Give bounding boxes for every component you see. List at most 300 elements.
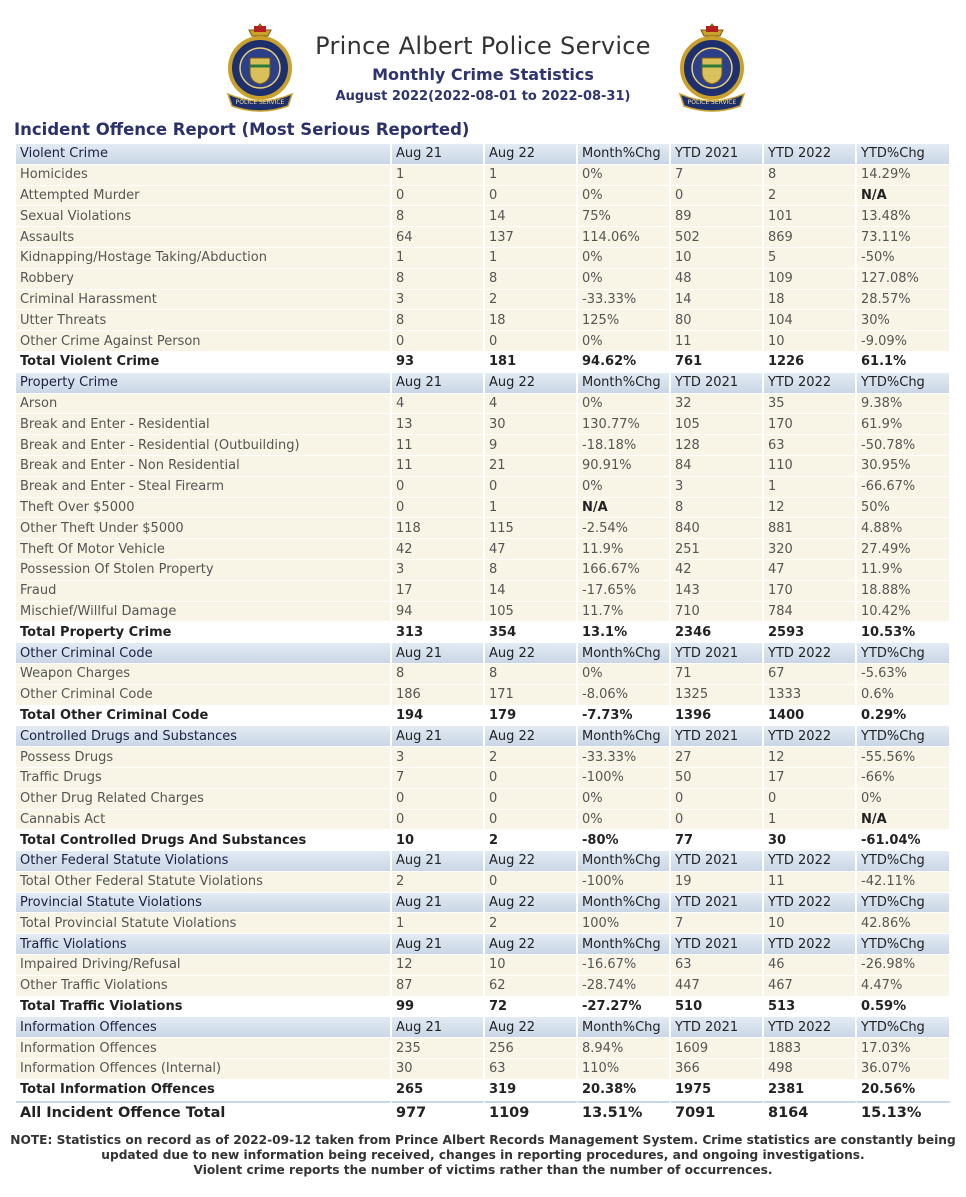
row-value: 8 xyxy=(392,269,485,290)
grand-total-value: 8164 xyxy=(764,1101,857,1125)
table-row xyxy=(16,747,951,768)
row-value: 114.06% xyxy=(578,227,671,248)
row-value: 30 xyxy=(392,1059,485,1080)
row-value: -5.63% xyxy=(857,664,951,685)
row-value: 1609 xyxy=(671,1038,764,1059)
row-value: 8 xyxy=(485,560,578,581)
row-value: 50 xyxy=(671,768,764,789)
row-value: 10 xyxy=(764,913,857,934)
total-row xyxy=(16,706,951,727)
row-value: 30 xyxy=(485,414,578,435)
row-value: 28.57% xyxy=(857,290,951,311)
row-value: 42.86% xyxy=(857,913,951,934)
offence-table xyxy=(16,144,951,1125)
row-label: Theft Of Motor Vehicle xyxy=(16,539,392,560)
row-label: Other Theft Under $5000 xyxy=(16,518,392,539)
grand-total-value: 7091 xyxy=(671,1101,764,1125)
column-header: Aug 21 xyxy=(392,1017,485,1038)
row-value: 18 xyxy=(485,310,578,331)
total-value: 77 xyxy=(671,830,764,851)
table-row xyxy=(16,414,951,435)
row-value: 0% xyxy=(578,331,671,352)
row-value: 35 xyxy=(764,394,857,415)
row-value: 61.9% xyxy=(857,414,951,435)
row-value: 105 xyxy=(671,414,764,435)
total-value: 319 xyxy=(485,1080,578,1101)
column-header: Month%Chg xyxy=(578,144,671,165)
table-row xyxy=(16,955,951,976)
row-value: 0% xyxy=(578,248,671,269)
row-value: 18 xyxy=(764,290,857,311)
total-value: -27.27% xyxy=(578,997,671,1018)
row-value: 50% xyxy=(857,498,951,519)
grand-total-value: 1109 xyxy=(485,1101,578,1125)
row-value: 1 xyxy=(485,165,578,186)
table-row xyxy=(16,331,951,352)
row-value: 14.29% xyxy=(857,165,951,186)
section-title: Provincial Statute Violations xyxy=(16,893,392,914)
table-row xyxy=(16,165,951,186)
column-header: YTD%Chg xyxy=(857,851,951,872)
total-value: 10 xyxy=(392,830,485,851)
column-header: Aug 22 xyxy=(485,726,578,747)
row-value: 109 xyxy=(764,269,857,290)
row-value: 171 xyxy=(485,685,578,706)
row-value: 90.91% xyxy=(578,456,671,477)
column-header: YTD 2021 xyxy=(671,726,764,747)
row-label: Other Traffic Violations xyxy=(16,976,392,997)
row-value: 89 xyxy=(671,206,764,227)
row-value: -33.33% xyxy=(578,747,671,768)
row-value: 12 xyxy=(764,747,857,768)
table-row xyxy=(16,290,951,311)
column-header: Month%Chg xyxy=(578,643,671,664)
row-value: 1 xyxy=(764,810,857,831)
row-value: 3 xyxy=(671,477,764,498)
section-title: Controlled Drugs and Substances xyxy=(16,726,392,747)
row-value: 4.88% xyxy=(857,518,951,539)
row-value: 11 xyxy=(392,435,485,456)
table-row xyxy=(16,560,951,581)
row-value: -66% xyxy=(857,768,951,789)
row-label: Total Provincial Statute Violations xyxy=(16,913,392,934)
column-header: Aug 22 xyxy=(485,893,578,914)
table-row xyxy=(16,269,951,290)
grand-total-row xyxy=(16,1101,951,1125)
table-row xyxy=(16,913,951,934)
row-label: Possess Drugs xyxy=(16,747,392,768)
column-header: Aug 22 xyxy=(485,144,578,165)
row-label: Attempted Murder xyxy=(16,186,392,207)
row-value: 101 xyxy=(764,206,857,227)
row-value: 118 xyxy=(392,518,485,539)
column-header: Aug 21 xyxy=(392,643,485,664)
row-value: 0 xyxy=(485,768,578,789)
row-value: 128 xyxy=(671,435,764,456)
row-value: 235 xyxy=(392,1038,485,1059)
row-value: -50% xyxy=(857,248,951,269)
row-value: 0% xyxy=(578,165,671,186)
grand-total-value: 13.51% xyxy=(578,1101,671,1125)
row-value: -9.09% xyxy=(857,331,951,352)
column-header: Aug 22 xyxy=(485,373,578,394)
badge-text: POLICE SERVICE xyxy=(235,99,285,106)
column-header: Aug 22 xyxy=(485,851,578,872)
row-label: Break and Enter - Non Residential xyxy=(16,456,392,477)
row-value: 36.07% xyxy=(857,1059,951,1080)
row-value: 75% xyxy=(578,206,671,227)
row-value: 21 xyxy=(485,456,578,477)
total-value: 354 xyxy=(485,622,578,643)
row-value: 30% xyxy=(857,310,951,331)
row-value: 1883 xyxy=(764,1038,857,1059)
row-value: 0 xyxy=(392,331,485,352)
total-value: -7.73% xyxy=(578,706,671,727)
row-value: 14 xyxy=(671,290,764,311)
column-header: YTD 2022 xyxy=(764,934,857,955)
row-label: Weapon Charges xyxy=(16,664,392,685)
row-value: -17.65% xyxy=(578,581,671,602)
row-value: 881 xyxy=(764,518,857,539)
row-value: 2 xyxy=(764,186,857,207)
row-value: 1 xyxy=(392,165,485,186)
row-value: 11.9% xyxy=(857,560,951,581)
total-value: 265 xyxy=(392,1080,485,1101)
table-row xyxy=(16,976,951,997)
offence-table-container xyxy=(16,144,951,1125)
column-header: YTD 2021 xyxy=(671,851,764,872)
row-value: 320 xyxy=(764,539,857,560)
column-header: Aug 22 xyxy=(485,643,578,664)
row-value: 170 xyxy=(764,581,857,602)
row-value: -66.67% xyxy=(857,477,951,498)
row-value: 1 xyxy=(392,913,485,934)
total-value: 1396 xyxy=(671,706,764,727)
row-value: 0.6% xyxy=(857,685,951,706)
column-header: Month%Chg xyxy=(578,851,671,872)
row-value: 12 xyxy=(392,955,485,976)
offence-table-body xyxy=(16,144,951,1125)
table-row xyxy=(16,768,951,789)
total-value: 0.29% xyxy=(857,706,951,727)
row-label: Homicides xyxy=(16,165,392,186)
total-value: 1226 xyxy=(764,352,857,373)
column-header: Aug 22 xyxy=(485,1017,578,1038)
footnote xyxy=(0,1133,966,1178)
total-value: 179 xyxy=(485,706,578,727)
row-value: 0% xyxy=(578,789,671,810)
row-value: -28.74% xyxy=(578,976,671,997)
section-title: Property Crime xyxy=(16,373,392,394)
row-value: 143 xyxy=(671,581,764,602)
total-value: 10.53% xyxy=(857,622,951,643)
row-value: 80 xyxy=(671,310,764,331)
row-value: 63 xyxy=(671,955,764,976)
row-label: Criminal Harassment xyxy=(16,290,392,311)
row-value: 67 xyxy=(764,664,857,685)
row-label: Information Offences (Internal) xyxy=(16,1059,392,1080)
total-value: 2593 xyxy=(764,622,857,643)
row-value: 784 xyxy=(764,602,857,623)
row-value: 0% xyxy=(578,810,671,831)
row-value: 11.9% xyxy=(578,539,671,560)
row-value: 63 xyxy=(485,1059,578,1080)
table-row xyxy=(16,518,951,539)
row-value: 0 xyxy=(392,810,485,831)
row-value: 366 xyxy=(671,1059,764,1080)
row-value: 17 xyxy=(764,768,857,789)
police-badge-logo xyxy=(676,22,748,114)
row-value: 8 xyxy=(485,269,578,290)
column-header: Aug 21 xyxy=(392,893,485,914)
row-value: 3 xyxy=(392,290,485,311)
report-title: Incident Offence Report (Most Serious Reported) xyxy=(14,120,470,139)
row-value: 0% xyxy=(578,269,671,290)
total-value: 93 xyxy=(392,352,485,373)
row-value: 7 xyxy=(392,768,485,789)
section-header-row xyxy=(16,851,951,872)
row-value: 1 xyxy=(392,248,485,269)
total-value: -80% xyxy=(578,830,671,851)
total-value: 30 xyxy=(764,830,857,851)
row-value: 94 xyxy=(392,602,485,623)
section-header-row xyxy=(16,726,951,747)
total-label: Total Violent Crime xyxy=(16,352,392,373)
row-value: 32 xyxy=(671,394,764,415)
row-value: 10 xyxy=(764,331,857,352)
row-value: 1333 xyxy=(764,685,857,706)
total-value: 1400 xyxy=(764,706,857,727)
table-row xyxy=(16,685,951,706)
page-title: Prince Albert Police Service xyxy=(315,32,651,60)
row-value: 110 xyxy=(764,456,857,477)
row-value: 8 xyxy=(671,498,764,519)
row-value: 10 xyxy=(671,248,764,269)
row-value: 4.47% xyxy=(857,976,951,997)
row-value: 11.7% xyxy=(578,602,671,623)
row-value: 87 xyxy=(392,976,485,997)
table-row xyxy=(16,789,951,810)
row-value: 5 xyxy=(764,248,857,269)
row-value: 3 xyxy=(392,560,485,581)
row-value: -16.67% xyxy=(578,955,671,976)
row-value: -55.56% xyxy=(857,747,951,768)
column-header: YTD%Chg xyxy=(857,893,951,914)
column-header: Month%Chg xyxy=(578,893,671,914)
section-header-row xyxy=(16,144,951,165)
total-value: 194 xyxy=(392,706,485,727)
row-value: 13 xyxy=(392,414,485,435)
table-row xyxy=(16,456,951,477)
section-header-row xyxy=(16,934,951,955)
column-header: YTD 2021 xyxy=(671,144,764,165)
row-value: 840 xyxy=(671,518,764,539)
total-value: 72 xyxy=(485,997,578,1018)
column-header: Month%Chg xyxy=(578,373,671,394)
row-value: 19 xyxy=(671,872,764,893)
row-value: 498 xyxy=(764,1059,857,1080)
row-value: -8.06% xyxy=(578,685,671,706)
column-header: YTD 2022 xyxy=(764,144,857,165)
row-value: 2 xyxy=(485,913,578,934)
row-value: 62 xyxy=(485,976,578,997)
column-header: YTD 2021 xyxy=(671,1017,764,1038)
row-value: 447 xyxy=(671,976,764,997)
table-row xyxy=(16,477,951,498)
column-header: YTD%Chg xyxy=(857,726,951,747)
row-value: 8 xyxy=(392,206,485,227)
total-value: -61.04% xyxy=(857,830,951,851)
table-row xyxy=(16,206,951,227)
table-row xyxy=(16,872,951,893)
table-row xyxy=(16,539,951,560)
row-value: 8.94% xyxy=(578,1038,671,1059)
total-value: 510 xyxy=(671,997,764,1018)
row-value: 8 xyxy=(485,664,578,685)
row-value: 137 xyxy=(485,227,578,248)
total-value: 313 xyxy=(392,622,485,643)
row-value: -26.98% xyxy=(857,955,951,976)
total-value: 13.1% xyxy=(578,622,671,643)
footnote-line: NOTE: Statistics on record as of 2022-09-12 taken from Prince Albert Records Management System. Crime statistics are constantly being xyxy=(10,1133,956,1147)
column-header: YTD%Chg xyxy=(857,643,951,664)
row-label: Total Other Federal Statute Violations xyxy=(16,872,392,893)
row-value: 1 xyxy=(485,248,578,269)
section-title: Other Federal Statute Violations xyxy=(16,851,392,872)
row-label: Robbery xyxy=(16,269,392,290)
row-value: 110% xyxy=(578,1059,671,1080)
row-value: 0 xyxy=(392,789,485,810)
grand-total-value: 15.13% xyxy=(857,1101,951,1125)
row-label: Cannabis Act xyxy=(16,810,392,831)
row-value: 42 xyxy=(671,560,764,581)
section-header-row xyxy=(16,1017,951,1038)
table-row xyxy=(16,602,951,623)
total-value: 94.62% xyxy=(578,352,671,373)
row-value: 13.48% xyxy=(857,206,951,227)
table-row xyxy=(16,664,951,685)
row-value: 8 xyxy=(392,664,485,685)
column-header: YTD 2021 xyxy=(671,934,764,955)
row-value: 467 xyxy=(764,976,857,997)
row-value: 46 xyxy=(764,955,857,976)
row-value: -100% xyxy=(578,768,671,789)
row-value: -18.18% xyxy=(578,435,671,456)
column-header: Aug 21 xyxy=(392,934,485,955)
row-value: 14 xyxy=(485,206,578,227)
total-value: 2 xyxy=(485,830,578,851)
row-value: 10.42% xyxy=(857,602,951,623)
column-header: YTD 2022 xyxy=(764,373,857,394)
column-header: YTD%Chg xyxy=(857,1017,951,1038)
row-value: 186 xyxy=(392,685,485,706)
row-value: 64 xyxy=(392,227,485,248)
row-value: 14 xyxy=(485,581,578,602)
section-header-row xyxy=(16,643,951,664)
row-value: 8 xyxy=(764,165,857,186)
row-value: 0 xyxy=(392,477,485,498)
row-value: 7 xyxy=(671,913,764,934)
total-value: 2346 xyxy=(671,622,764,643)
row-label: Other Crime Against Person xyxy=(16,331,392,352)
section-title: Other Criminal Code xyxy=(16,643,392,664)
total-value: 181 xyxy=(485,352,578,373)
row-value: -33.33% xyxy=(578,290,671,311)
row-label: Information Offences xyxy=(16,1038,392,1059)
row-value: 18.88% xyxy=(857,581,951,602)
row-label: Break and Enter - Residential xyxy=(16,414,392,435)
column-header: YTD 2022 xyxy=(764,643,857,664)
row-value: -50.78% xyxy=(857,435,951,456)
row-value: 0% xyxy=(578,664,671,685)
row-value: 12 xyxy=(764,498,857,519)
row-value: 0 xyxy=(671,810,764,831)
section-header-row xyxy=(16,373,951,394)
row-value: 71 xyxy=(671,664,764,685)
column-header: Aug 21 xyxy=(392,373,485,394)
row-value: 0 xyxy=(485,186,578,207)
page-subtitle: Monthly Crime Statistics xyxy=(372,65,594,84)
table-row xyxy=(16,186,951,207)
row-value: 73.11% xyxy=(857,227,951,248)
column-header: Month%Chg xyxy=(578,726,671,747)
row-value: -42.11% xyxy=(857,872,951,893)
row-value: 127.08% xyxy=(857,269,951,290)
grand-total-value: 977 xyxy=(392,1101,485,1125)
row-label: Possession Of Stolen Property xyxy=(16,560,392,581)
row-value: 104 xyxy=(764,310,857,331)
total-value: 99 xyxy=(392,997,485,1018)
row-value: 256 xyxy=(485,1038,578,1059)
column-header: Month%Chg xyxy=(578,934,671,955)
row-value: 1 xyxy=(764,477,857,498)
row-value: 170 xyxy=(764,414,857,435)
row-value: 11 xyxy=(392,456,485,477)
table-row xyxy=(16,435,951,456)
row-value: 0 xyxy=(485,789,578,810)
row-label: Mischief/Willful Damage xyxy=(16,602,392,623)
row-label: Arson xyxy=(16,394,392,415)
row-label: Assaults xyxy=(16,227,392,248)
column-header: YTD%Chg xyxy=(857,144,951,165)
row-label: Break and Enter - Steal Firearm xyxy=(16,477,392,498)
row-value: N/A xyxy=(857,810,951,831)
column-header: YTD%Chg xyxy=(857,934,951,955)
row-value: 0% xyxy=(578,477,671,498)
row-value: 869 xyxy=(764,227,857,248)
row-value: 0% xyxy=(578,186,671,207)
table-row xyxy=(16,248,951,269)
column-header: Aug 21 xyxy=(392,144,485,165)
row-value: 0% xyxy=(857,789,951,810)
column-header: YTD 2022 xyxy=(764,893,857,914)
section-title: Traffic Violations xyxy=(16,934,392,955)
row-value: 502 xyxy=(671,227,764,248)
column-header: YTD%Chg xyxy=(857,373,951,394)
row-value: 2 xyxy=(485,747,578,768)
total-label: Total Other Criminal Code xyxy=(16,706,392,727)
table-row xyxy=(16,810,951,831)
row-value: 130.77% xyxy=(578,414,671,435)
column-header: Aug 21 xyxy=(392,726,485,747)
grand-total-label: All Incident Offence Total xyxy=(16,1101,392,1125)
row-value: 100% xyxy=(578,913,671,934)
section-title: Violent Crime xyxy=(16,144,392,165)
column-header: YTD 2021 xyxy=(671,643,764,664)
row-value: 42 xyxy=(392,539,485,560)
row-label: Kidnapping/Hostage Taking/Abduction xyxy=(16,248,392,269)
row-value: 27 xyxy=(671,747,764,768)
